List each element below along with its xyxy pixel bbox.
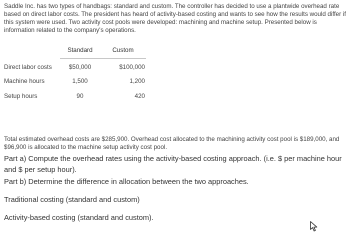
table-row-setup-hours	[4, 93, 154, 101]
table-row-direct-labor	[4, 64, 154, 72]
problem-intro: Saddle Inc. has two types of handbags: standard and custom. The controller has decided to use a plantwide overhead rate based on direct labor costs. The president has heard of activity-based costing and wants to see how the results would differ if this system were used. Two activity cost pools were developed: machining and machine setup. Presented below is information related to the company's operations.	[4, 3, 346, 34]
column-header-custom: Custom	[112, 47, 134, 54]
standard-value: 90	[76, 93, 84, 100]
part-b-question: Part b) Determine the difference in allocation between the two approaches.	[4, 177, 249, 186]
row-label: Setup hours	[4, 93, 38, 100]
header-divider	[60, 58, 146, 59]
activity-based-costing-label: Activity-based costing (standard and custom).	[4, 213, 154, 222]
custom-value: 1,200	[129, 78, 145, 85]
part-a-question: Part a) Compute the overhead rates using the activity-based costing approach. (i.e. $ per machine hour and $ per setup hour).	[4, 154, 342, 174]
mouse-pointer-icon	[310, 221, 318, 232]
standard-value: $50,000	[68, 64, 92, 71]
row-label: Machine hours	[4, 78, 45, 85]
traditional-costing-label: Traditional costing (standard and custom)	[4, 195, 140, 204]
table-row-machine-hours	[4, 78, 154, 86]
row-label: Direct labor costs	[4, 64, 52, 71]
column-header-standard: Standard	[67, 47, 93, 54]
overhead-info: Total estimated overhead costs are $285,900. Overhead cost allocated to the machining activity cost pool is $189,000, and $96,900 is allocated to the machine setup activity cost pool.	[4, 136, 340, 151]
standard-value: 1,500	[72, 78, 88, 85]
custom-value: 420	[134, 93, 145, 100]
custom-value: $100,000	[119, 64, 145, 71]
